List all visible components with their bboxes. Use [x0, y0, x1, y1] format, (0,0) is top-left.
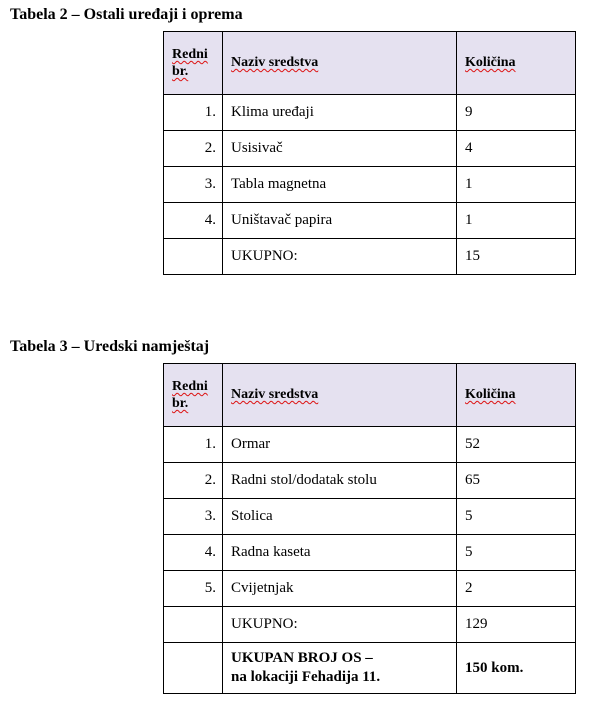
row-number: 3. — [164, 499, 223, 535]
header-naziv-sredstva: Naziv sredstva — [223, 32, 457, 95]
row-number: 5. — [164, 571, 223, 607]
header-redni-br: Redni br. — [164, 32, 223, 95]
item-quantity: 65 — [457, 463, 576, 499]
empty-cell — [164, 607, 223, 643]
item-name: Uništavač papira — [223, 203, 457, 239]
grand-total-quantity: 150 kom. — [457, 643, 576, 694]
empty-cell — [164, 239, 223, 275]
item-quantity: 1 — [457, 203, 576, 239]
table2-caption: Tabela 2 – Ostali uređaji i oprema — [10, 6, 243, 23]
item-quantity: 52 — [457, 427, 576, 463]
table-row — [164, 167, 576, 203]
row-number: 4. — [164, 535, 223, 571]
table-row — [164, 571, 576, 607]
header-kolicina: Količina — [457, 364, 576, 427]
row-number: 1. — [164, 427, 223, 463]
table-row — [164, 427, 576, 463]
item-quantity: 5 — [457, 535, 576, 571]
total-quantity: 129 — [457, 607, 576, 643]
empty-cell — [164, 643, 223, 694]
item-name: Radna kaseta — [223, 535, 457, 571]
total-label: UKUPNO: — [223, 607, 457, 643]
grand-total-row — [164, 643, 576, 694]
header-redni-br: Redni br. — [164, 364, 223, 427]
header-kolicina: Količina — [457, 32, 576, 95]
item-name: Radni stol/dodatak stolu — [223, 463, 457, 499]
table-row — [164, 463, 576, 499]
table-row — [164, 499, 576, 535]
row-number: 1. — [164, 95, 223, 131]
item-quantity: 4 — [457, 131, 576, 167]
item-name: Cvijetnjak — [223, 571, 457, 607]
item-quantity: 2 — [457, 571, 576, 607]
table-row — [164, 535, 576, 571]
grand-total-label-line1: UKUPAN BROJ OS – — [231, 650, 373, 666]
item-name: Stolica — [223, 499, 457, 535]
table-uredski-namjestaj — [163, 363, 576, 694]
grand-total-label — [223, 643, 457, 694]
table-ostali-uredjaji — [163, 31, 576, 275]
total-quantity: 15 — [457, 239, 576, 275]
grand-total-label-line2: na lokaciji Fehadija 11. — [231, 669, 381, 685]
item-name: Ormar — [223, 427, 457, 463]
total-label: UKUPNO: — [223, 239, 457, 275]
item-name: Usisivač — [223, 131, 457, 167]
table-row — [164, 131, 576, 167]
table-row — [164, 95, 576, 131]
row-number: 4. — [164, 203, 223, 239]
table-header-row — [164, 32, 576, 95]
table3-caption: Tabela 3 – Uredski namještaj — [10, 338, 210, 355]
header-naziv-sredstva: Naziv sredstva — [223, 364, 457, 427]
total-row — [164, 239, 576, 275]
table-header-row — [164, 364, 576, 427]
item-name: Tabla magnetna — [223, 167, 457, 203]
row-number: 3. — [164, 167, 223, 203]
total-row — [164, 607, 576, 643]
item-quantity: 1 — [457, 167, 576, 203]
row-number: 2. — [164, 463, 223, 499]
row-number: 2. — [164, 131, 223, 167]
item-quantity: 9 — [457, 95, 576, 131]
item-name: Klima uređaji — [223, 95, 457, 131]
table-row — [164, 203, 576, 239]
item-quantity: 5 — [457, 499, 576, 535]
